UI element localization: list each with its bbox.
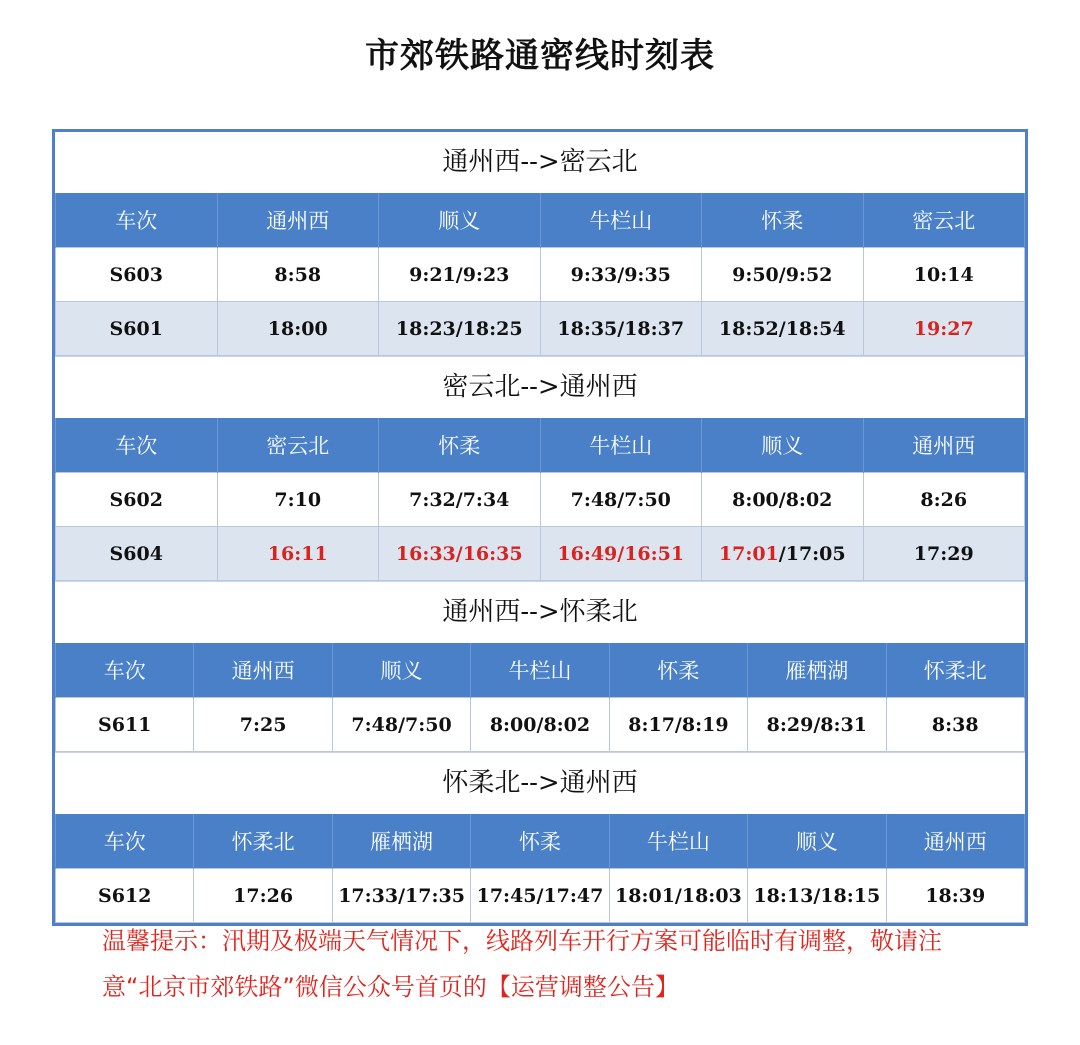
timetable-table xyxy=(55,193,1025,356)
section-heading: 通州西-->密云北 xyxy=(55,132,1025,193)
table-row xyxy=(56,698,1025,752)
column-header: 牛栏山 xyxy=(540,418,702,473)
time-cell: 16:33/16:35 xyxy=(379,527,541,581)
time-cell: 7:32/7:34 xyxy=(379,473,541,527)
time-cell: 8:00/8:02 xyxy=(471,698,609,752)
column-header: 雁栖湖 xyxy=(332,814,470,869)
column-header: 怀柔 xyxy=(702,193,864,248)
time-cell: 17:26 xyxy=(194,869,332,923)
column-header: 怀柔 xyxy=(471,814,609,869)
section-heading: 通州西-->怀柔北 xyxy=(55,581,1025,643)
column-header: 怀柔 xyxy=(379,418,541,473)
column-header: 通州西 xyxy=(863,418,1025,473)
column-header: 通州西 xyxy=(217,193,379,248)
time-cell: 16:11 xyxy=(217,527,379,581)
time-cell: 8:00/8:02 xyxy=(702,473,864,527)
time-cell: 17:29 xyxy=(863,527,1025,581)
time-cell xyxy=(702,527,864,581)
time-cell: 18:23/18:25 xyxy=(379,302,541,356)
time-cell: 7:10 xyxy=(217,473,379,527)
time-cell: 7:48/7:50 xyxy=(332,698,470,752)
time-cell: 8:38 xyxy=(886,698,1024,752)
time-cell: 8:29/8:31 xyxy=(748,698,886,752)
time-cell: 17:45/17:47 xyxy=(471,869,609,923)
section-heading: 怀柔北-->通州西 xyxy=(55,752,1025,814)
column-header: 雁栖湖 xyxy=(748,643,886,698)
time-cell: 18:52/18:54 xyxy=(702,302,864,356)
weather-notice: 温馨提示：汛期及极端天气情况下，线路列车开行方案可能临时有调整，敬请注意“北京市郊铁路”微信公众号首页的【运营调整公告】 xyxy=(102,927,942,1001)
column-header: 车次 xyxy=(56,814,194,869)
column-header: 怀柔北 xyxy=(194,814,332,869)
table-header-row xyxy=(56,814,1025,869)
time-cell: 19:27 xyxy=(863,302,1025,356)
column-header: 密云北 xyxy=(217,418,379,473)
column-header: 牛栏山 xyxy=(471,643,609,698)
train-number: S601 xyxy=(56,302,218,356)
table-header-row xyxy=(56,418,1025,473)
time-cell: 9:50/9:52 xyxy=(702,248,864,302)
column-header: 密云北 xyxy=(863,193,1025,248)
time-cell: 8:26 xyxy=(863,473,1025,527)
table-row xyxy=(56,473,1025,527)
time-cell: 18:00 xyxy=(217,302,379,356)
table-row xyxy=(56,248,1025,302)
time-cell: 7:48/7:50 xyxy=(540,473,702,527)
time-departure: /17:05 xyxy=(778,542,846,565)
column-header: 怀柔北 xyxy=(886,643,1024,698)
page-title: 市郊铁路通密线时刻表 xyxy=(365,36,715,76)
column-header: 通州西 xyxy=(194,643,332,698)
column-header: 牛栏山 xyxy=(540,193,702,248)
timetable-table xyxy=(55,643,1025,752)
time-cell: 18:35/18:37 xyxy=(540,302,702,356)
table-header-row xyxy=(56,643,1025,698)
timetable-table xyxy=(55,814,1025,923)
time-cell: 7:25 xyxy=(194,698,332,752)
time-cell: 9:33/9:35 xyxy=(540,248,702,302)
train-number: S602 xyxy=(56,473,218,527)
time-cell: 8:58 xyxy=(217,248,379,302)
timetable-frame xyxy=(52,129,1028,926)
column-header: 顺义 xyxy=(332,643,470,698)
time-cell: 18:01/18:03 xyxy=(609,869,747,923)
column-header: 车次 xyxy=(56,193,218,248)
time-arrival: 17:01 xyxy=(718,542,779,565)
table-row xyxy=(56,302,1025,356)
train-number: S603 xyxy=(56,248,218,302)
column-header: 车次 xyxy=(56,418,218,473)
column-header: 车次 xyxy=(56,643,194,698)
column-header: 顺义 xyxy=(379,193,541,248)
table-header-row xyxy=(56,193,1025,248)
train-number: S611 xyxy=(56,698,194,752)
table-row xyxy=(56,527,1025,581)
section-heading: 密云北-->通州西 xyxy=(55,356,1025,418)
table-row xyxy=(56,869,1025,923)
time-cell: 18:39 xyxy=(886,869,1024,923)
train-number: S612 xyxy=(56,869,194,923)
column-header: 顺义 xyxy=(702,418,864,473)
column-header: 牛栏山 xyxy=(609,814,747,869)
column-header: 通州西 xyxy=(886,814,1024,869)
time-cell: 16:49/16:51 xyxy=(540,527,702,581)
time-cell: 9:21/9:23 xyxy=(379,248,541,302)
time-cell: 8:17/8:19 xyxy=(609,698,747,752)
column-header: 顺义 xyxy=(748,814,886,869)
timetable-table xyxy=(55,418,1025,581)
column-header: 怀柔 xyxy=(609,643,747,698)
time-cell: 10:14 xyxy=(863,248,1025,302)
train-number: S604 xyxy=(56,527,218,581)
time-cell: 18:13/18:15 xyxy=(748,869,886,923)
time-cell: 17:33/17:35 xyxy=(332,869,470,923)
